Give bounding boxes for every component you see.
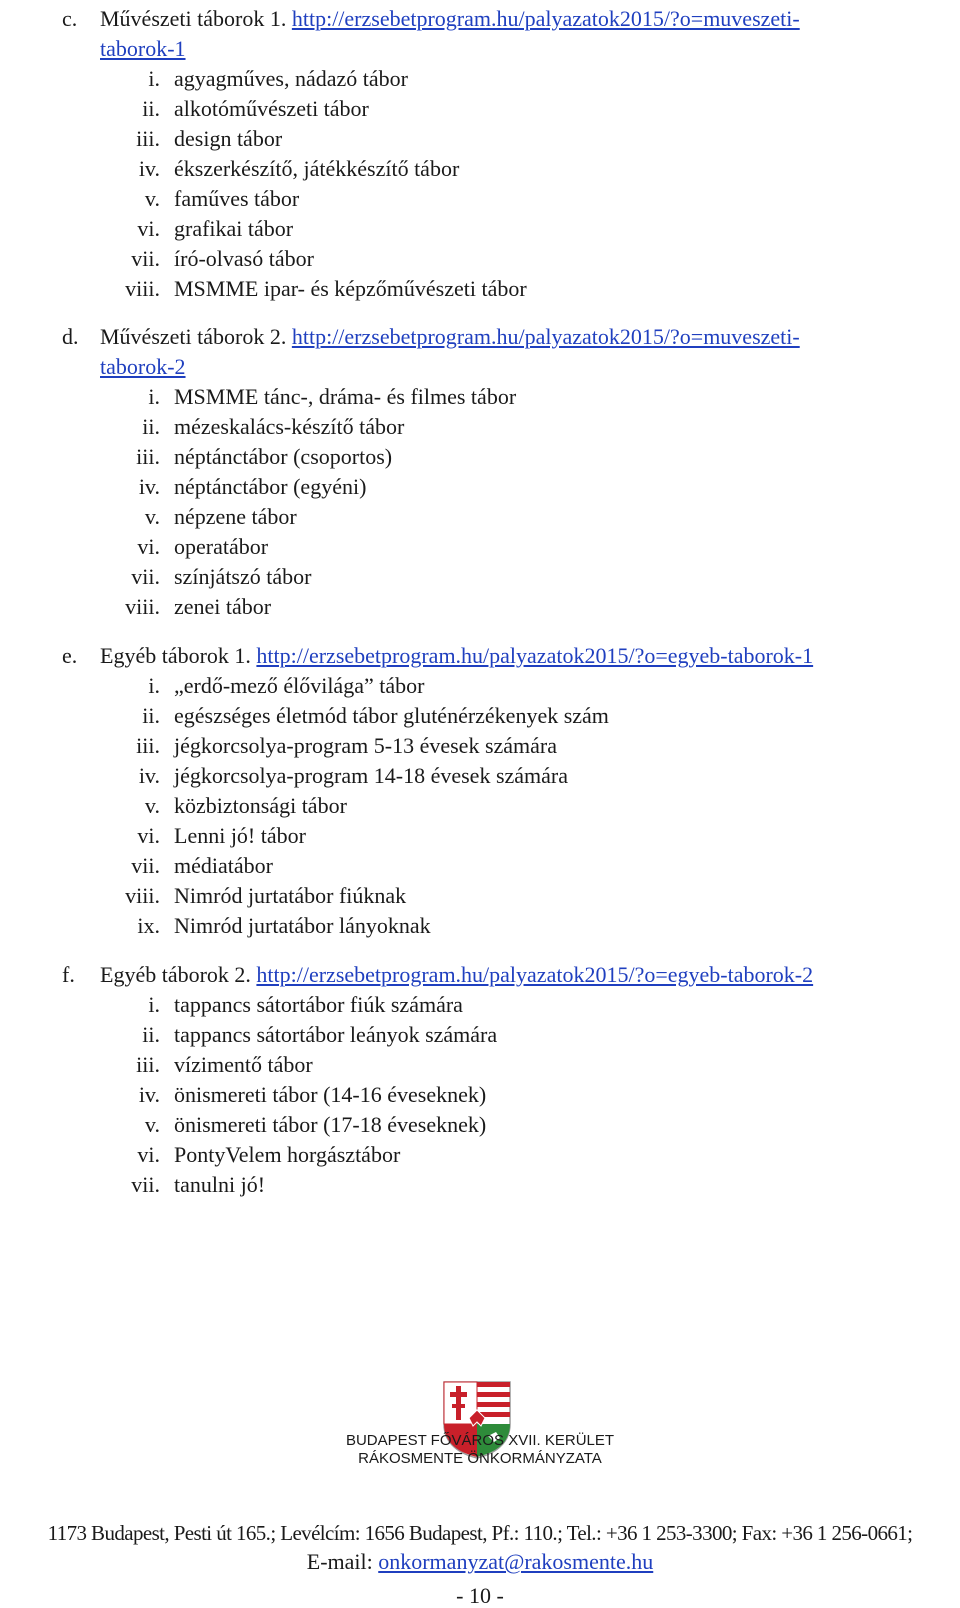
list-item <box>0 911 960 941</box>
item-number: vi. <box>137 1142 160 1167</box>
item-number: vi. <box>137 216 160 241</box>
section-title-line <box>100 322 800 352</box>
list-item <box>0 154 960 184</box>
section-header <box>0 322 960 352</box>
list-item <box>0 244 960 274</box>
list-item <box>0 671 960 701</box>
item-text: tappancs sátortábor leányok számára <box>174 1022 498 1047</box>
item-text: alkotóművészeti tábor <box>174 96 369 121</box>
item-number: iv. <box>138 156 160 181</box>
list-item <box>0 214 960 244</box>
list-item <box>0 990 960 1020</box>
item-number: v. <box>144 793 160 818</box>
section-d <box>0 322 960 622</box>
section-title-line <box>100 4 800 34</box>
item-text: grafikai tábor <box>174 216 294 241</box>
item-text: MSMME tánc-, dráma- és filmes tábor <box>174 384 517 409</box>
item-text: néptánctábor (egyéni) <box>174 474 367 499</box>
org-name-line1: BUDAPEST FŐVÁROS XVII. KERÜLET <box>345 1432 615 1449</box>
list-item <box>0 1140 960 1170</box>
item-number: i. <box>148 66 160 91</box>
item-text: zenei tábor <box>174 594 272 619</box>
item-number: iv. <box>138 474 160 499</box>
list-item <box>0 184 960 214</box>
item-number: i. <box>148 992 160 1017</box>
item-text: színjátszó tábor <box>174 564 312 589</box>
item-number: iii. <box>136 733 160 758</box>
list-item <box>0 562 960 592</box>
section-link[interactable]: http://erzsebetprogram.hu/palyazatok2015/?o=muveszeti- <box>291 324 800 349</box>
list-item <box>0 1020 960 1050</box>
item-number: v. <box>144 1112 160 1137</box>
footer-email <box>0 1548 960 1576</box>
item-text: faműves tábor <box>174 186 300 211</box>
list-item <box>0 731 960 761</box>
list-item <box>0 94 960 124</box>
section-letter: d. <box>62 324 79 349</box>
section-link-continuation <box>0 34 960 64</box>
list-item <box>0 1080 960 1110</box>
item-text: jégkorcsolya-program 14-18 évesek számára <box>174 763 569 788</box>
item-number: v. <box>144 504 160 529</box>
item-text: Nimród jurtatábor lányoknak <box>174 913 431 938</box>
item-number: ix. <box>137 913 160 938</box>
list-item <box>0 821 960 851</box>
item-text: tanulni jó! <box>174 1172 266 1197</box>
item-text: médiatábor <box>174 853 273 878</box>
item-number: vii. <box>131 564 160 589</box>
item-number: vii. <box>131 246 160 271</box>
item-number: viii. <box>125 883 160 908</box>
section-c <box>0 4 960 304</box>
section-title: Egyéb táborok 1. <box>100 643 251 668</box>
list-item <box>0 592 960 622</box>
list-item <box>0 1110 960 1140</box>
section-letter: c. <box>62 6 78 31</box>
item-list <box>0 64 960 304</box>
item-text: design tábor <box>174 126 283 151</box>
item-text: egészséges életmód tábor gluténérzékenyek szám <box>174 703 609 728</box>
section-title-line <box>100 641 813 671</box>
item-number: iv. <box>138 763 160 788</box>
item-number: vii. <box>131 1172 160 1197</box>
item-text: PontyVelem horgásztábor <box>174 1142 401 1167</box>
item-text: önismereti tábor (14-16 éveseknek) <box>174 1082 487 1107</box>
list-item <box>0 532 960 562</box>
section-title: Művészeti táborok 2. <box>100 324 287 349</box>
section-link[interactable]: http://erzsebetprogram.hu/palyazatok2015/?o=egyeb-taborok-2 <box>256 962 814 987</box>
item-list <box>0 382 960 622</box>
org-name-line2: RÁKOSMENTE ÖNKORMÁNYZATA <box>358 1450 602 1467</box>
item-text: néptánctábor (csoportos) <box>174 444 393 469</box>
page-number: - 10 - <box>456 1583 504 1608</box>
item-number: ii. <box>142 703 160 728</box>
section-letter: e. <box>62 643 78 668</box>
item-text: mézeskalács-készítő tábor <box>174 414 405 439</box>
item-text: jégkorcsolya-program 5-13 évesek számára <box>174 733 558 758</box>
item-text: agyagműves, nádazó tábor <box>174 66 408 91</box>
list-item <box>0 274 960 304</box>
item-number: i. <box>148 384 160 409</box>
list-item <box>0 1050 960 1080</box>
item-number: iii. <box>136 1052 160 1077</box>
list-item <box>0 472 960 502</box>
list-item <box>0 761 960 791</box>
list-item <box>0 881 960 911</box>
list-item <box>0 701 960 731</box>
list-item <box>0 502 960 532</box>
section-letter: f. <box>62 962 75 987</box>
item-number: ii. <box>142 414 160 439</box>
list-item <box>0 124 960 154</box>
section-link[interactable]: http://erzsebetprogram.hu/palyazatok2015/?o=muveszeti- <box>291 6 800 31</box>
section-title: Egyéb táborok 2. <box>100 962 251 987</box>
item-text: Lenni jó! tábor <box>174 823 306 848</box>
item-text: „erdő-mező élővilága” tábor <box>174 673 425 698</box>
item-number: viii. <box>125 276 160 301</box>
item-list <box>0 671 960 941</box>
item-number: ii. <box>142 1022 160 1047</box>
item-number: vii. <box>131 853 160 878</box>
item-number: vi. <box>137 534 160 559</box>
item-text: népzene tábor <box>174 504 297 529</box>
item-number: iii. <box>136 126 160 151</box>
item-number: v. <box>144 186 160 211</box>
section-link[interactable]: http://erzsebetprogram.hu/palyazatok2015/?o=egyeb-taborok-1 <box>256 643 814 668</box>
list-item <box>0 64 960 94</box>
item-text: vízimentő tábor <box>174 1052 313 1077</box>
item-number: viii. <box>125 594 160 619</box>
item-text: önismereti tábor (17-18 éveseknek) <box>174 1112 487 1137</box>
item-text: Nimród jurtatábor fiúknak <box>174 883 407 908</box>
item-number: ii. <box>142 96 160 121</box>
section-title-line <box>100 960 813 990</box>
item-list <box>0 990 960 1200</box>
section-link-end[interactable]: taborok-2 <box>100 354 186 379</box>
list-item <box>0 412 960 442</box>
item-number: iv. <box>138 1082 160 1107</box>
email-link[interactable]: onkormanyzat@rakosmente.hu <box>378 1549 654 1574</box>
section-title: Művészeti táborok 1. <box>100 6 287 31</box>
list-item <box>0 1170 960 1200</box>
item-text: ékszerkészítő, játékkészítő tábor <box>174 156 460 181</box>
section-link-continuation <box>0 352 960 382</box>
section-header <box>0 4 960 34</box>
item-text: tappancs sátortábor fiúk számára <box>174 992 463 1017</box>
section-link-end[interactable]: taborok-1 <box>100 36 186 61</box>
section-e <box>0 641 960 941</box>
item-text: MSMME ipar- és képzőművészeti tábor <box>174 276 527 301</box>
item-text: közbiztonsági tábor <box>174 793 347 818</box>
item-number: i. <box>148 673 160 698</box>
email-label: E-mail: <box>306 1549 373 1574</box>
item-text: író-olvasó tábor <box>174 246 314 271</box>
list-item <box>0 851 960 881</box>
item-text: operatábor <box>174 534 269 559</box>
item-number: vi. <box>137 823 160 848</box>
item-number: iii. <box>136 444 160 469</box>
footer-address: 1173 Budapest, Pesti út 165.; Levélcím: 1656 Budapest, Pf.: 110.; Tel.: +36 1 253-3300; Fax: +36 1 256-0661; <box>47 1521 913 1545</box>
section-header <box>0 641 960 671</box>
list-item <box>0 791 960 821</box>
section-header <box>0 960 960 990</box>
section-f <box>0 960 960 1200</box>
list-item <box>0 382 960 412</box>
list-item <box>0 442 960 472</box>
